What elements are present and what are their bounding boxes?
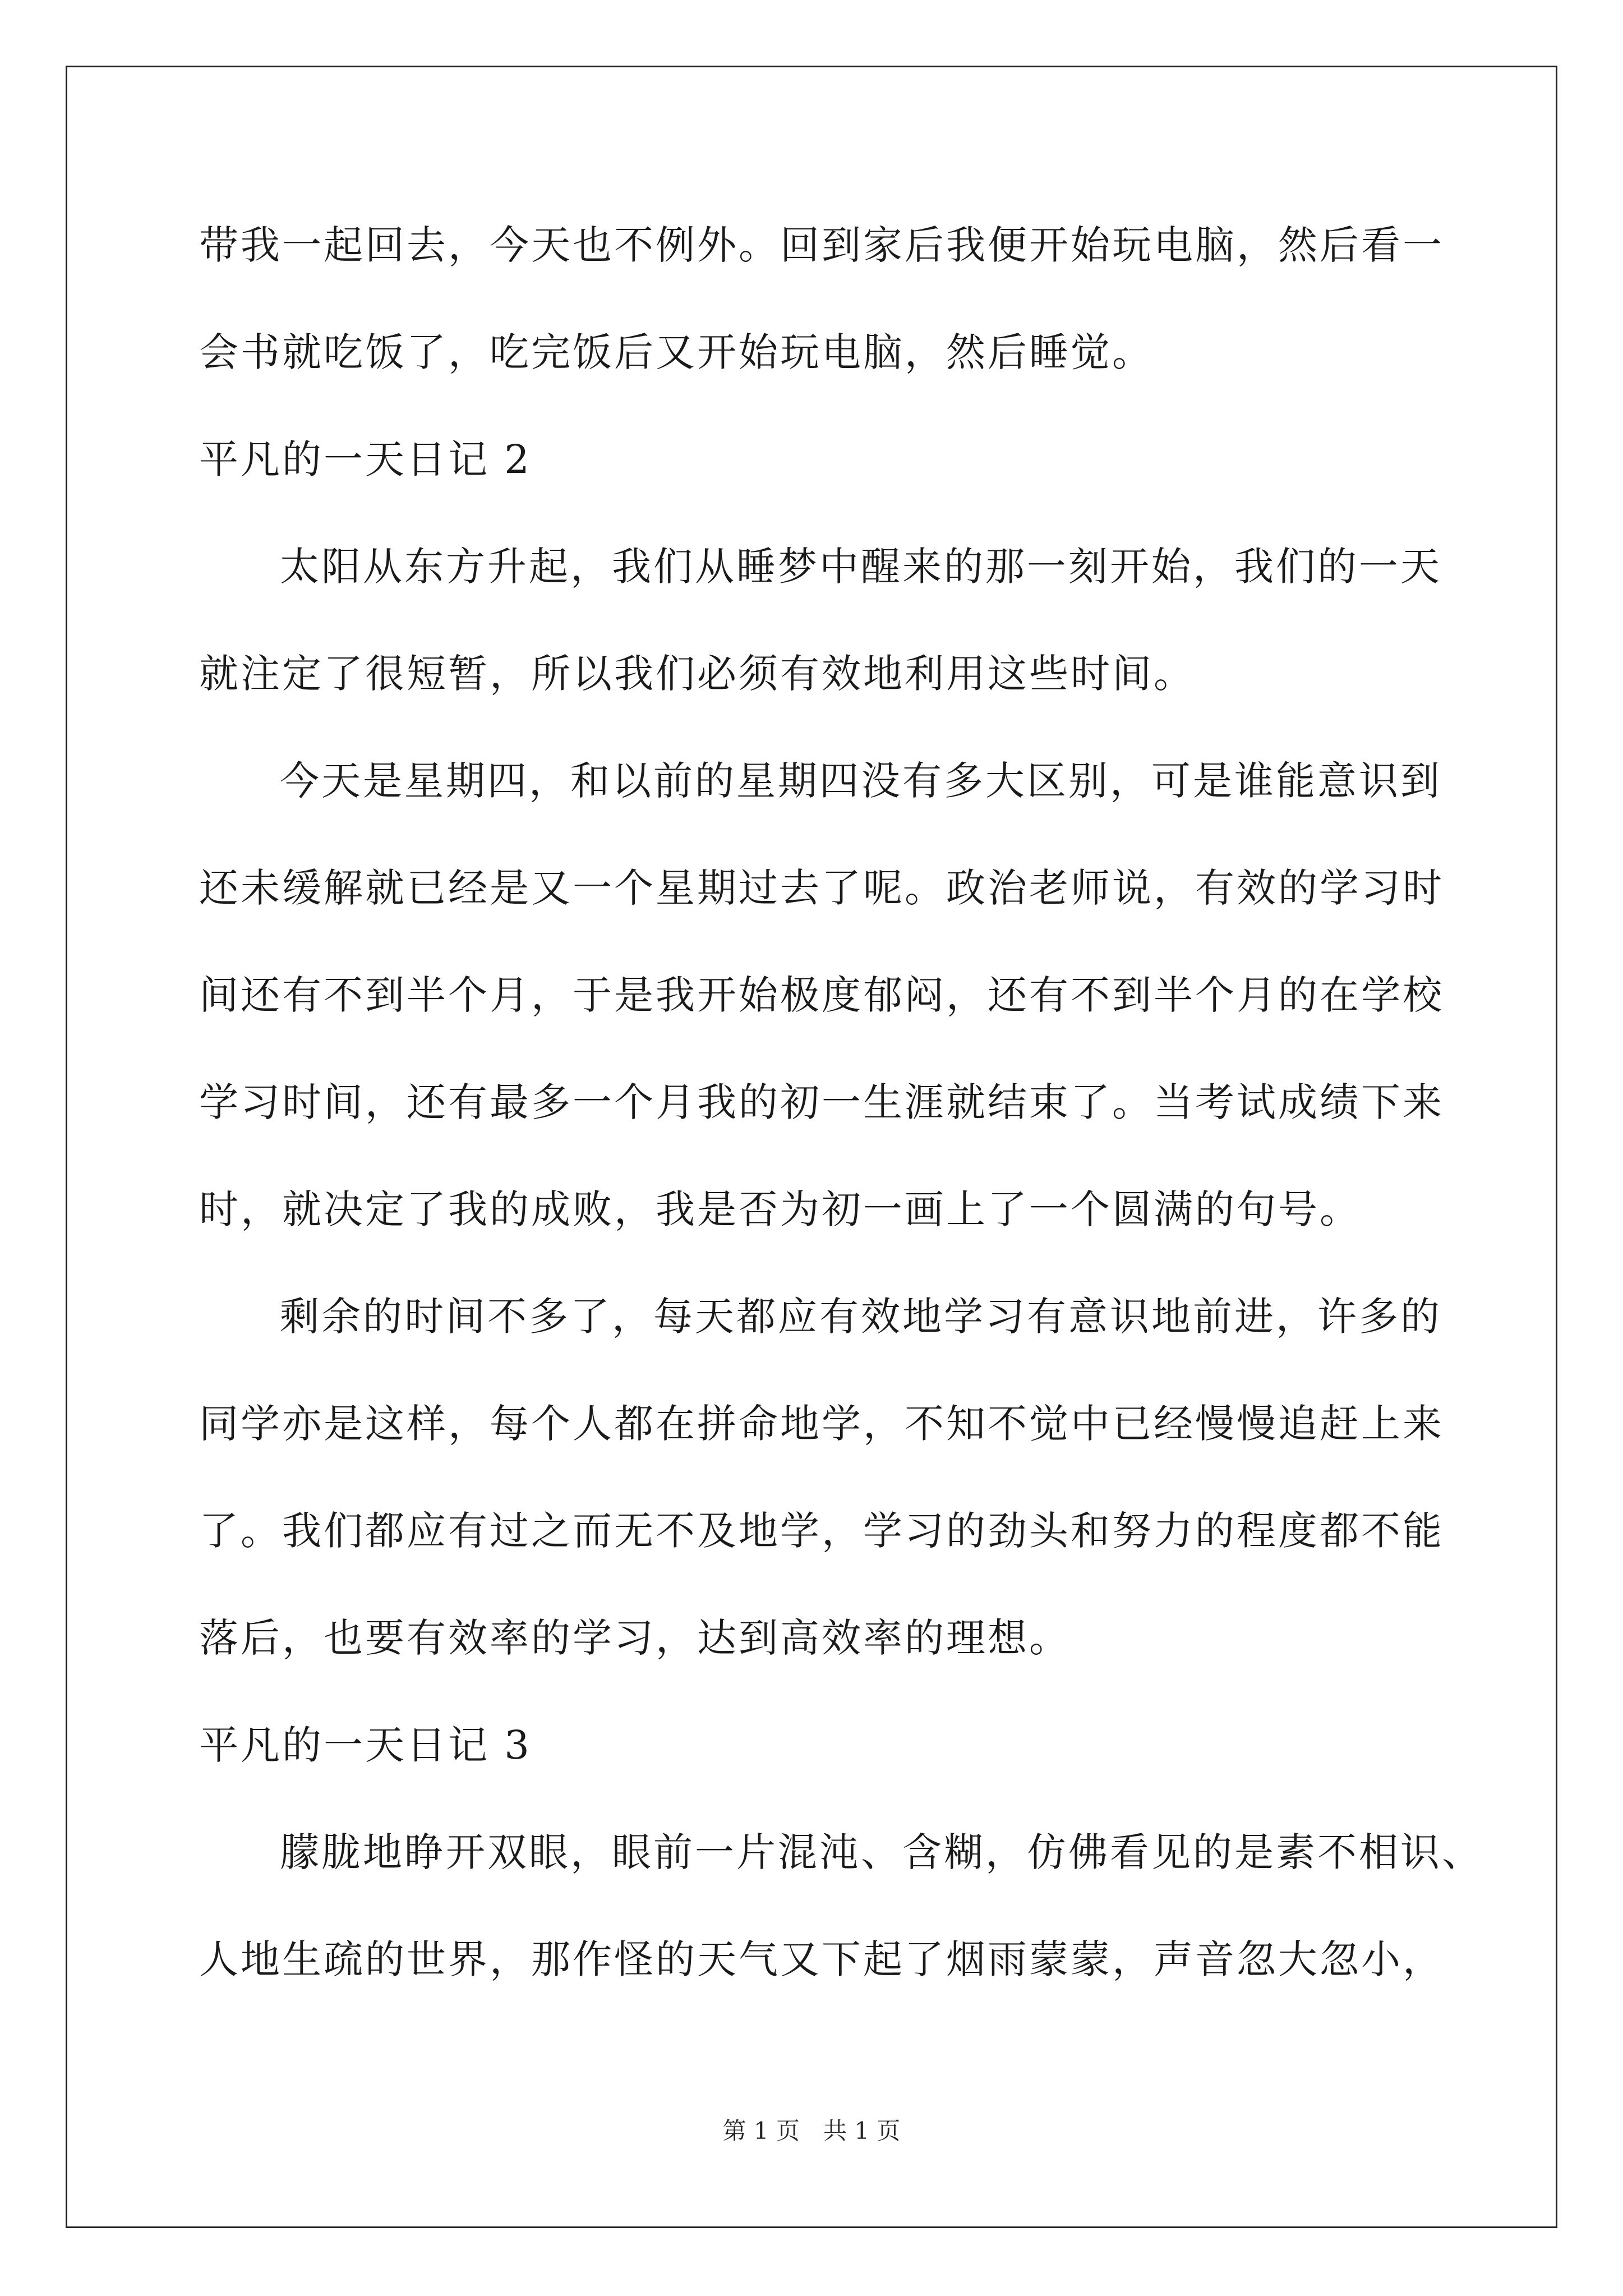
text-line: 人地生疏的世界，那作怪的天气又下起了烟雨蒙蒙，声音忽大忽小， [199, 1936, 1444, 1982]
text-line: 落后，也要有效率的学习，达到高效率的理想。 [199, 1615, 1071, 1661]
text-line: 还未缓解就已经是又一个星期过去了呢。政治老师说，有效的学习时 [199, 865, 1444, 911]
text-line: 会书就吃饭了，吃完饭后又开始玩电脑，然后睡觉。 [199, 329, 1154, 375]
section-heading: 平凡的一天日记 3 [199, 1722, 532, 1768]
paragraph-start-line: 太阳从东方升起，我们从睡梦中醒来的那一刻开始，我们的一天 [280, 544, 1442, 590]
paragraph-start-line: 今天是星期四，和以前的星期四没有多大区别，可是谁能意识到 [280, 758, 1442, 804]
text-line: 了。我们都应有过之而无不及地学，学习的劲头和努力的程度都不能 [199, 1508, 1444, 1554]
paragraph-start-line: 朦胧地睁开双眼，眼前一片混沌、含糊，仿佛看见的是素不相识、 [280, 1829, 1483, 1875]
section-heading: 平凡的一天日记 2 [199, 436, 532, 482]
text-line: 时，就决定了我的成败，我是否为初一画上了一个圆满的句号。 [199, 1186, 1361, 1232]
text-line: 学习时间，还有最多一个月我的初一生涯就结束了。当考试成绩下来 [199, 1079, 1444, 1125]
text-line: 就注定了很短暂，所以我们必须有效地利用这些时间。 [199, 651, 1195, 697]
text-line: 带我一起回去，今天也不例外。回到家后我便开始玩电脑，然后看一 [199, 222, 1444, 268]
text-line: 同学亦是这样，每个人都在拼命地学，不知不觉中已经慢慢追赶上来 [199, 1401, 1444, 1447]
document-body [199, 210, 1483, 2032]
page-number-footer: 第 1 页 共 1 页 [722, 2117, 901, 2145]
text-line: 间还有不到半个月，于是我开始极度郁闷，还有不到半个月的在学校 [199, 972, 1444, 1018]
paragraph-start-line: 剩余的时间不多了，每天都应有效地学习有意识地前进，许多的 [280, 1294, 1442, 1340]
